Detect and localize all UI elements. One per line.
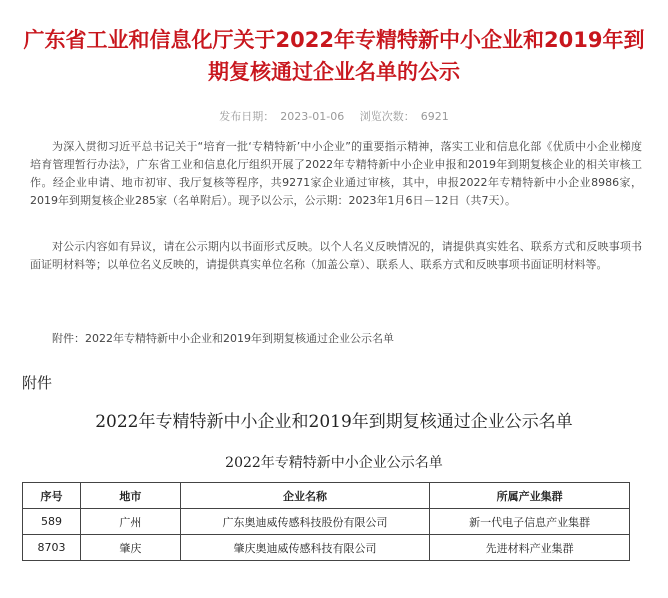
article-meta <box>0 108 668 124</box>
cell-index: 589 <box>23 509 81 535</box>
header-city: 地市 <box>80 483 180 509</box>
publish-date <box>216 110 347 123</box>
cell-cluster: 新一代电子信息产业集群 <box>430 509 630 535</box>
publish-date-value: 2023-01-06 <box>280 110 345 123</box>
cell-company: 肇庆奥迪威传感科技有限公司 <box>180 535 430 561</box>
body-paragraph-2: 对公示内容如有异议，请在公示期内以书面形式反映。以个人名义反映情况的，请提供真实姓名、联系方式和反映事项书面证明材料等；以单位名义反映的，请提供真实单位名称（加盖公章）、联系人、联系方式和反映事项书面证明材料等。 <box>30 240 642 271</box>
table-row <box>23 509 630 535</box>
cell-city: 肇庆 <box>80 535 180 561</box>
publish-date-label: 发布日期： <box>219 110 275 123</box>
view-count-value: 6921 <box>420 110 449 123</box>
list-subtitle: 2022年专精特新中小企业公示名单 <box>225 455 443 471</box>
list-title: 2022年专精特新中小企业和2019年到期复核通过企业公示名单 <box>95 412 573 432</box>
header-company: 企业名称 <box>180 483 430 509</box>
company-list-table <box>22 482 630 561</box>
cell-cluster: 先进材料产业集群 <box>430 535 630 561</box>
cell-index: 8703 <box>23 535 81 561</box>
header-index: 序号 <box>23 483 81 509</box>
table-header-row <box>23 483 630 509</box>
attachment-link[interactable]: 附件：2022年专精特新中小企业和2019年到期复核通过企业公示名单 <box>52 332 394 345</box>
body-paragraph-1: 为深入贯彻习近平总书记关于“培育一批‘专精特新’中小企业”的重要指示精神，落实工业和信息化部《优质中小企业梯度培育管理暂行办法》，广东省工业和信息化厅组织开展了2022年专精特新中小企业申报和2019年到期复核企业的相关审核工作。经企业申请、地市初审、我厅复核等程序，共9271家企业通过审核，其中，申报2022年专精特新中小企业8986家，2019年到期复核企业285家（名单附后）。现予以公示，公示期：2023年1月6日－12日（共7天）。 <box>30 140 642 207</box>
cell-city: 广州 <box>80 509 180 535</box>
cell-company: 广东奥迪威传感科技股份有限公司 <box>180 509 430 535</box>
view-count <box>357 110 452 123</box>
header-cluster: 所属产业集群 <box>430 483 630 509</box>
annex-label: 附件 <box>22 374 53 392</box>
table-row <box>23 535 630 561</box>
page-title: 广东省工业和信息化厅关于2022年专精特新中小企业和2019年到期复核通过企业名单的公示 <box>23 28 645 84</box>
view-count-label: 浏览次数： <box>359 110 415 123</box>
